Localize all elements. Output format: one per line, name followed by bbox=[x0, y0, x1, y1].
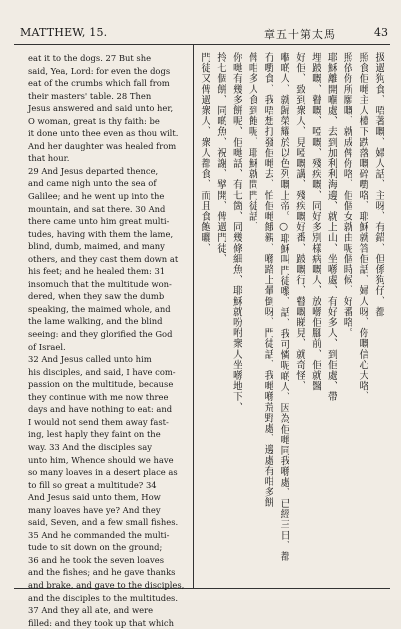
chinese-text-column-line: 耶穌離開嗰處、去到加利利海邊、就上山、坐喺處、有好多人、到佢處、帶 bbox=[325, 52, 337, 402]
header-rule bbox=[14, 44, 390, 45]
english-text-line: said, Seven, and a few small fishes. bbox=[28, 517, 179, 528]
english-text-line: 29 And Jesus departed thence, bbox=[28, 165, 159, 176]
chinese-text-column-line: 冇嘢食、我唔想打發佢哋去、怕佢哋餓親、喺路上暈倒呀、門徒話、我哋喺荒野處、邊處有咁多餅 bbox=[262, 52, 274, 508]
english-text-line: O woman, great is thy faith: be bbox=[28, 115, 160, 126]
english-text-line: it done unto thee even as thou wilt. bbox=[28, 128, 179, 139]
english-text-column bbox=[28, 52, 190, 629]
english-text-line: and the fishes; and he gave thanks bbox=[28, 567, 176, 578]
english-text-line: to fill so great a multitude? 34 bbox=[28, 479, 157, 490]
english-text-line: 35 And he commanded the multi- bbox=[28, 529, 170, 540]
chinese-text-column-line: 門徒又俾過衆人、衆人都食、而且食飽曬、 bbox=[199, 52, 210, 254]
chinese-text-column bbox=[198, 52, 384, 582]
english-text-line: insomuch that the multitude won- bbox=[28, 278, 172, 289]
english-text-line: blind, dumb, maimed, and many bbox=[28, 241, 165, 252]
chinese-text-column-line: 好佢、致到衆人、見啞嘅講、殘疾嘅好番、跛嘅行、瞽嘅睇見、就奇怪、 bbox=[293, 52, 305, 392]
english-text-line: And her daughter was healed from bbox=[28, 140, 177, 151]
page-header bbox=[14, 26, 390, 44]
english-text-line: way. 33 And the disciples say bbox=[28, 441, 152, 452]
book-chapter-heading: MATTHEW, 15. bbox=[20, 26, 108, 39]
english-text-line: and came nigh unto the sea of bbox=[28, 178, 157, 189]
english-text-line: others, and they cast them down at bbox=[28, 253, 179, 264]
english-text-line: they continue with me now three bbox=[28, 391, 169, 402]
chinese-text-column-line: 照食佢哋主人檯下跌落嘅碎嘢咯、耶穌就答佢話、婦人呀、你嘅信心大咯、 bbox=[357, 52, 369, 402]
english-text-line: that hour. bbox=[28, 153, 70, 164]
english-text-line: so many loaves in a desert place as bbox=[28, 467, 178, 478]
english-text-line: tudes, having with them the lame, bbox=[28, 228, 174, 239]
english-text-line: mountain, and sat there. 30 And bbox=[28, 203, 166, 214]
chinese-text-column-line: 拎七個餅、同啲魚、祝謝、擘開、俾過門徒、 bbox=[214, 52, 226, 264]
chinese-text-column-line: 你哋有幾多餅呢、佢哋話、有七箇、同幾條細魚、耶穌就吩咐衆人坐喺地下、 bbox=[230, 52, 242, 413]
chinese-text-column-line: 埋跛嘅、瞽嘅、啞嘅、殘疾嘅、同好多別樣病嘅人、放喺佢腳前、佢就醫 bbox=[309, 52, 321, 392]
page-number: 43 bbox=[374, 26, 388, 39]
chinese-text-column-line: 嗰啲人、就歸榮耀於以色列嘅上帝。○耶穌叫門徒嚟、話、我可憐呢啲人、因為佢哋同我喺處、已經三日、都 bbox=[278, 52, 290, 562]
english-text-line: Jesus answered and said unto her, bbox=[28, 103, 174, 114]
english-text-line: the lame walking, and the blind bbox=[28, 316, 163, 327]
english-text-line: and brake, and gave to the disciples, bbox=[28, 579, 185, 590]
english-text-line: said, Yea, Lord: for even the dogs bbox=[28, 65, 171, 76]
english-text-line: eat it to the dogs. 27 But she bbox=[28, 53, 152, 63]
english-text-line: eat of the crumbs which fall from bbox=[28, 78, 170, 89]
english-text-line: dered, when they saw the dumb bbox=[28, 291, 165, 302]
column-divider bbox=[193, 44, 194, 588]
english-text-line: seeing: and they glorified the God bbox=[28, 329, 173, 340]
english-text-line: his disciples, and said, I have com- bbox=[28, 366, 176, 377]
english-text-line: their masters' table. 28 Then bbox=[28, 90, 152, 101]
english-text-line: his feet; and he healed them: 31 bbox=[28, 266, 166, 277]
english-text-line: 36 and he took the seven loaves bbox=[28, 554, 165, 565]
english-text-line: filled: and they took up that which bbox=[28, 617, 174, 628]
chinese-text-column-line: 照依你所願嘅、就成俾你咯、佢個女就由呢個時候、好番咯。 bbox=[341, 52, 353, 339]
english-text-line: Galilee; and he went up into the bbox=[28, 191, 165, 202]
english-text-line: passion on the multitude, because bbox=[28, 379, 174, 390]
english-text-line: ing, lest haply they faint on the bbox=[28, 429, 161, 440]
chinese-text-column-line: 扱過狗食、唔著嘅、婦人話、主呀、有錯、但係狗仔、都 bbox=[372, 52, 384, 317]
english-text-line: and the disciples to the multitudes. bbox=[28, 592, 178, 603]
english-text-line: many loaves have ye? And they bbox=[28, 504, 161, 515]
chinese-chapter-heading: 章五十第太馬 bbox=[264, 28, 336, 41]
english-text-line: tude to sit down on the ground; bbox=[28, 542, 163, 553]
english-text-line: unto him, Whence should we have bbox=[28, 454, 174, 465]
english-text-line: days and have nothing to eat: and bbox=[28, 404, 173, 415]
english-text-line: And Jesus said unto them, How bbox=[28, 492, 161, 503]
chinese-text-column-line: 俾咁多人食到飽呢、耶穌就問門徒話、 bbox=[246, 52, 258, 233]
english-text-line: I would not send them away fast- bbox=[28, 416, 169, 427]
english-text-line: 32 And Jesus called unto him bbox=[28, 354, 152, 365]
english-text-line: 37 And they all ate, and were bbox=[28, 605, 154, 616]
english-text-line: of Israel. bbox=[28, 341, 66, 352]
english-text-line: there came unto him great multi- bbox=[28, 216, 170, 227]
english-text-line: speaking, the maimed whole, and bbox=[28, 303, 171, 314]
